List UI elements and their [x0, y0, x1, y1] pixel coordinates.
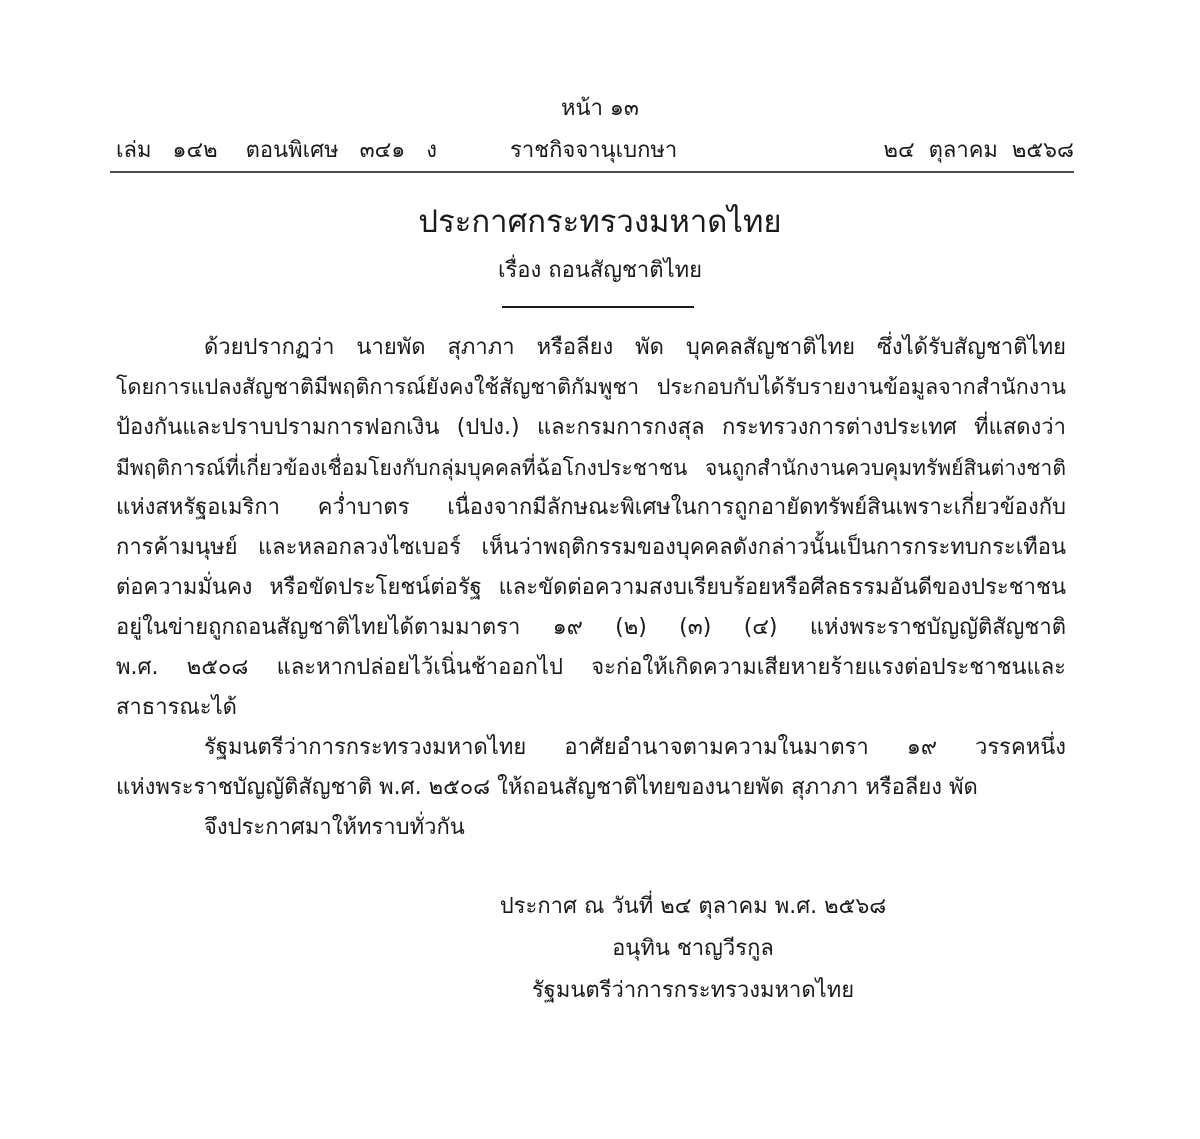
body-line: ต่อความมั่นคง หรือขัดประโยชน์ต่อรัฐ และขัดต่อความสงบเรียบร้อยหรือศีลธรรมอันดีของประชาชน — [116, 575, 1066, 600]
body-line: พ.ศ. ๒๕๐๘ และหากปล่อยไว้เนิ่นช้าออกไป จะก่อให้เกิดความเสียหายร้ายแรงต่อประชาชนและ — [116, 655, 1066, 680]
signatory-name: อนุทิน ชาญวีรกูล — [612, 936, 774, 961]
body-line: ด้วยปรากฏว่า นายพัด สุภาภา หรือลียง พัด บุคคลสัญชาติไทย ซึ่งได้รับสัญชาติไทย — [204, 335, 1066, 360]
body-line: รัฐมนตรีว่าการกระทรวงมหาดไทย อาศัยอำนาจตามความในมาตรา ๑๙ วรรคหนึ่ง — [204, 735, 1066, 760]
body-line: จึงประกาศมาให้ทราบทั่วกัน — [204, 815, 465, 840]
title-divider — [502, 306, 694, 308]
header-divider — [110, 171, 1074, 173]
body-line: สาธารณะได้ — [116, 695, 237, 720]
announcement-subject: เรื่อง ถอนสัญชาติไทย — [497, 258, 703, 283]
body-line: มีพฤติการณ์ที่เกี่ยวข้องเชื่อมโยงกับกลุ่มบุคคลที่ฉ้อโกงประชาชน จนถูกสำนักงานควบคุมทรัพย์สินต่างชาติ — [116, 456, 1066, 480]
body-line: การค้ามนุษย์ และหลอกลวงไซเบอร์ เห็นว่าพฤติกรรมของบุคคลดังกล่าวนั้นเป็นการกระทบกระเทือน — [116, 535, 1066, 560]
body-line: อยู่ในข่ายถูกถอนสัญชาติไทยได้ตามมาตรา ๑๙ (๒) (๓) (๔) แห่งพระราชบัญญัติสัญชาติ — [116, 615, 1066, 640]
body-line: แห่งสหรัฐอเมริกา คว่ำบาตร เนื่องจากมีลักษณะพิเศษในการถูกอายัดทรัพย์สินเพราะเกี่ยวข้องกับ — [116, 495, 1066, 520]
body-line: ป้องกันและปราบปรามการฟอกเงิน (ปปง.) และกรมการกงสุล กระทรวงการต่างประเทศ ที่แสดงว่า — [116, 415, 1066, 440]
publication-date: ๒๔ ตุลาคม ๒๕๖๘ — [883, 138, 1074, 163]
body-line: โดยการแปลงสัญชาติมีพฤติการณ์ยังคงใช้สัญชาติกัมพูชา ประกอบกับได้รับรายงานข้อมูลจากสำนักงาน — [116, 375, 1066, 400]
body-line: แห่งพระราชบัญญัติสัญชาติ พ.ศ. ๒๕๐๘ ให้ถอนสัญชาติไทยของนายพัด สุภาภา หรือลียง พัด — [116, 775, 978, 800]
signatory-position: รัฐมนตรีว่าการกระทรวงมหาดไทย — [531, 978, 855, 1003]
volume-issue: เล่ม ๑๔๒ ตอนพิเศษ ๓๔๑ ง — [116, 138, 437, 163]
publication-name: ราชกิจจานุเบกษา — [510, 138, 678, 163]
gazette-header — [116, 134, 1074, 168]
signature-date: ประกาศ ณ วันที่ ๒๔ ตุลาคม พ.ศ. ๒๕๖๘ — [499, 894, 887, 919]
signature-block — [380, 886, 1006, 1012]
announcement-body — [116, 328, 1066, 848]
announcement-title: ประกาศกระทรวงมหาดไทย — [418, 204, 782, 240]
page-number: หน้า ๑๓ — [561, 96, 639, 121]
